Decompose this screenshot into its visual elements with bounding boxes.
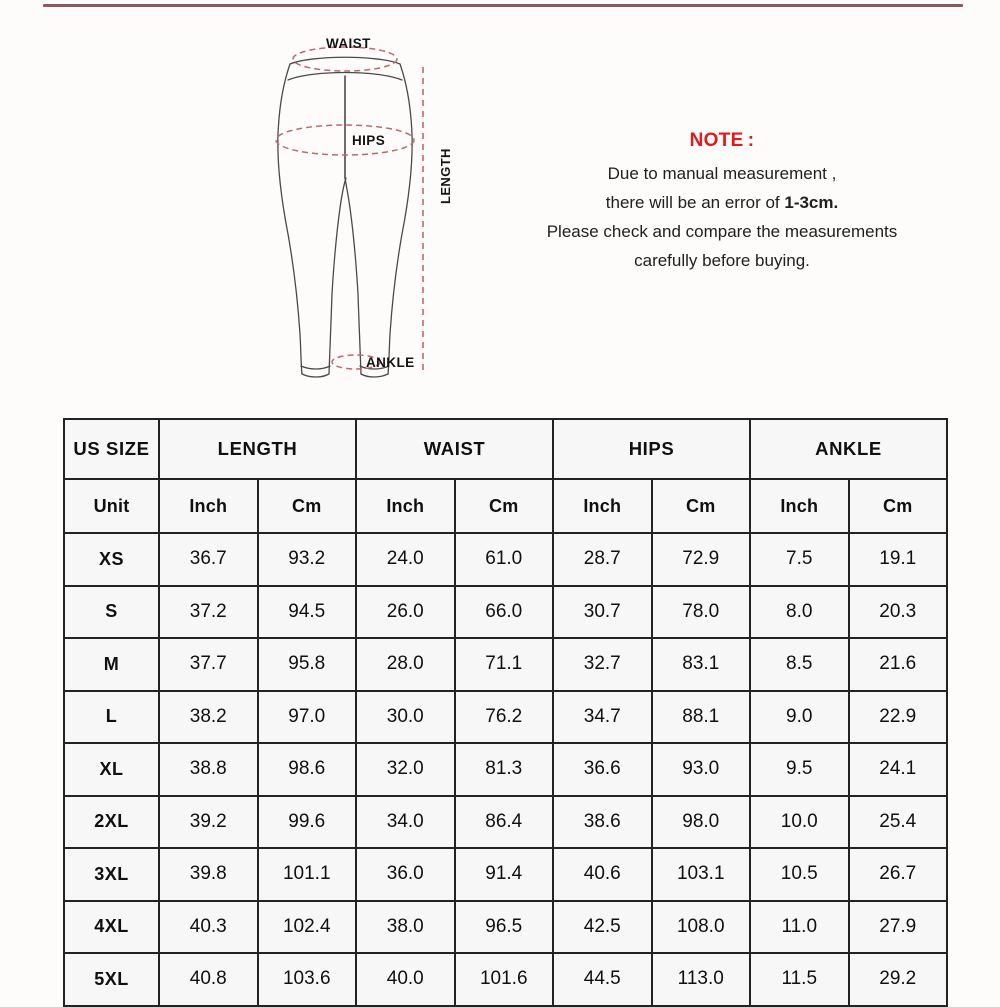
cell-ankle-cm: 25.4	[849, 796, 948, 849]
cell-hips-cm: 83.1	[652, 638, 751, 691]
leggings-measurement-diagram	[250, 22, 480, 397]
cell-ankle-cm: 22.9	[849, 691, 948, 744]
cell-hips-cm: 93.0	[652, 743, 751, 796]
cell-hips-in: 28.7	[553, 533, 652, 586]
note-title: NOTE :	[689, 130, 755, 151]
unit-ankle-inch: Inch	[750, 479, 849, 533]
cell-length-cm: 94.5	[258, 586, 357, 639]
cell-ankle-in: 7.5	[750, 533, 849, 586]
unit-hips-inch: Inch	[553, 479, 652, 533]
cell-hips-cm: 88.1	[652, 691, 751, 744]
cell-length-cm: 98.6	[258, 743, 357, 796]
cell-waist-cm: 101.6	[455, 953, 554, 1006]
left-outer-seam	[278, 64, 302, 374]
cell-hips-cm: 98.0	[652, 796, 751, 849]
cell-waist-cm: 76.2	[455, 691, 554, 744]
unit-length-inch: Inch	[159, 479, 258, 533]
unit-length-cm: Cm	[258, 479, 357, 533]
cell-length-in: 39.8	[159, 848, 258, 901]
cell-length-cm: 97.0	[258, 691, 357, 744]
cell-length-in: 37.2	[159, 586, 258, 639]
cell-waist-in: 32.0	[356, 743, 455, 796]
cell-size: XL	[64, 743, 159, 796]
cell-length-cm: 99.6	[258, 796, 357, 849]
cell-waist-cm: 66.0	[455, 586, 554, 639]
cell-waist-cm: 96.5	[455, 901, 554, 954]
cell-ankle-in: 10.0	[750, 796, 849, 849]
note-line-4: carefully before buying.	[634, 251, 810, 270]
cell-size: M	[64, 638, 159, 691]
table-row	[64, 743, 947, 796]
cell-waist-in: 40.0	[356, 953, 455, 1006]
cell-size: XS	[64, 533, 159, 586]
right-ankle-cuff-bottom	[361, 374, 388, 377]
table-body	[64, 533, 947, 1006]
cell-ankle-cm: 19.1	[849, 533, 948, 586]
unit-hips-cm: Cm	[652, 479, 751, 533]
cell-length-in: 37.7	[159, 638, 258, 691]
left-inner-seam	[329, 178, 346, 374]
cell-size: 3XL	[64, 848, 159, 901]
table-row	[64, 953, 947, 1006]
header-us-size: US SIZE	[64, 419, 159, 479]
note-emphasis: 1-3cm.	[784, 193, 839, 212]
cell-size: 2XL	[64, 796, 159, 849]
table-row	[64, 586, 947, 639]
right-outer-seam	[388, 64, 412, 374]
note-line-2	[508, 188, 936, 217]
cell-waist-cm: 86.4	[455, 796, 554, 849]
cell-ankle-cm: 24.1	[849, 743, 948, 796]
cell-hips-cm: 78.0	[652, 586, 751, 639]
cell-length-in: 36.7	[159, 533, 258, 586]
cell-ankle-in: 9.0	[750, 691, 849, 744]
cell-ankle-cm: 20.3	[849, 586, 948, 639]
cell-ankle-in: 11.0	[750, 901, 849, 954]
cell-hips-in: 32.7	[553, 638, 652, 691]
unit-waist-inch: Inch	[356, 479, 455, 533]
left-ankle-cuff-bottom	[302, 374, 329, 377]
group-header-row	[64, 419, 947, 479]
cell-size: S	[64, 586, 159, 639]
cell-ankle-in: 10.5	[750, 848, 849, 901]
cell-ankle-cm: 21.6	[849, 638, 948, 691]
cell-waist-in: 26.0	[356, 586, 455, 639]
cell-hips-cm: 108.0	[652, 901, 751, 954]
note-block	[508, 130, 936, 275]
waistband-top-edge	[290, 57, 400, 64]
cell-ankle-cm: 27.9	[849, 901, 948, 954]
cell-hips-in: 34.7	[553, 691, 652, 744]
leggings-illustration	[250, 22, 480, 397]
cell-waist-cm: 61.0	[455, 533, 554, 586]
unit-header-row	[64, 479, 947, 533]
table-row	[64, 533, 947, 586]
cell-waist-in: 34.0	[356, 796, 455, 849]
cell-length-in: 39.2	[159, 796, 258, 849]
cell-length-cm: 103.6	[258, 953, 357, 1006]
cell-waist-in: 38.0	[356, 901, 455, 954]
cell-hips-in: 44.5	[553, 953, 652, 1006]
cell-hips-cm: 103.1	[652, 848, 751, 901]
table-row	[64, 691, 947, 744]
cell-ankle-in: 8.0	[750, 586, 849, 639]
header-length: LENGTH	[159, 419, 356, 479]
cell-hips-in: 42.5	[553, 901, 652, 954]
note-line-3: Please check and compare the measurements	[546, 222, 898, 241]
cell-hips-in: 38.6	[553, 796, 652, 849]
left-ankle-cuff-top	[301, 366, 330, 369]
cell-size: 5XL	[64, 953, 159, 1006]
cell-waist-in: 24.0	[356, 533, 455, 586]
cell-waist-in: 36.0	[356, 848, 455, 901]
cell-length-cm: 93.2	[258, 533, 357, 586]
table-row	[64, 848, 947, 901]
size-chart-table	[63, 418, 948, 1007]
cell-waist-cm: 81.3	[455, 743, 554, 796]
waist-label: WAIST	[326, 36, 371, 51]
cell-length-in: 40.8	[159, 953, 258, 1006]
table-header	[64, 419, 947, 533]
cell-length-cm: 102.4	[258, 901, 357, 954]
header-hips: HIPS	[553, 419, 750, 479]
cell-size: L	[64, 691, 159, 744]
cell-ankle-cm: 29.2	[849, 953, 948, 1006]
header-ankle: ANKLE	[750, 419, 947, 479]
cell-ankle-in: 11.5	[750, 953, 849, 1006]
table-row	[64, 638, 947, 691]
cell-hips-cm: 113.0	[652, 953, 751, 1006]
cell-hips-cm: 72.9	[652, 533, 751, 586]
cell-waist-cm: 71.1	[455, 638, 554, 691]
cell-length-cm: 95.8	[258, 638, 357, 691]
table-row	[64, 901, 947, 954]
unit-waist-cm: Cm	[455, 479, 554, 533]
note-line-2-text: there will be an error of	[605, 193, 785, 212]
cell-hips-in: 40.6	[553, 848, 652, 901]
unit-ankle-cm: Cm	[849, 479, 948, 533]
table-row	[64, 796, 947, 849]
cell-size: 4XL	[64, 901, 159, 954]
right-inner-seam	[345, 178, 361, 374]
ankle-label: ANKLE	[366, 355, 415, 370]
top-divider-rule	[43, 4, 963, 7]
cell-ankle-cm: 26.7	[849, 848, 948, 901]
cell-ankle-in: 9.5	[750, 743, 849, 796]
cell-length-in: 38.8	[159, 743, 258, 796]
cell-length-in: 38.2	[159, 691, 258, 744]
header-waist: WAIST	[356, 419, 553, 479]
hips-label: HIPS	[352, 133, 386, 148]
note-line-1: Due to manual measurement ,	[607, 164, 837, 183]
length-label: LENGTH	[438, 148, 453, 204]
cell-waist-cm: 91.4	[455, 848, 554, 901]
cell-ankle-in: 8.5	[750, 638, 849, 691]
cell-hips-in: 36.6	[553, 743, 652, 796]
cell-waist-in: 28.0	[356, 638, 455, 691]
cell-waist-in: 30.0	[356, 691, 455, 744]
cell-length-cm: 101.1	[258, 848, 357, 901]
cell-length-in: 40.3	[159, 901, 258, 954]
unit-label: Unit	[64, 479, 159, 533]
cell-hips-in: 30.7	[553, 586, 652, 639]
